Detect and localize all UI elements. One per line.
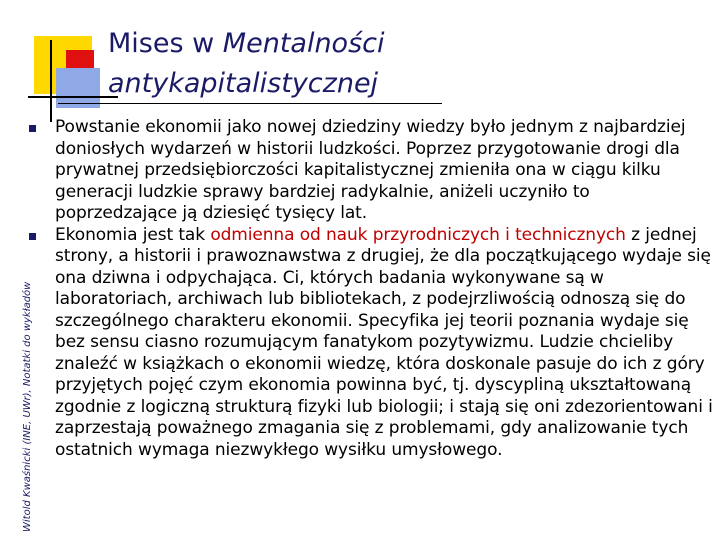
side-note: Witold Kwaśnicki (INE, UWr), Notatki do wykładów: [22, 281, 33, 532]
square-bullet-icon: [29, 125, 36, 132]
decor-blue-square: [56, 68, 100, 108]
highlighted-phrase: odmienna od nauk przyrodniczych i technicznych: [210, 224, 626, 245]
title-italic-line1: Mentalności: [222, 28, 385, 59]
slide-body: [55, 117, 715, 461]
paragraph-2: [55, 225, 715, 462]
decor-vertical-line: [50, 40, 52, 122]
paragraph-1: [55, 117, 715, 225]
slide-title: [108, 24, 385, 104]
title-prefix: Mises w: [108, 28, 223, 59]
paragraph-text: Ekonomia jest tak: [55, 224, 211, 245]
decor-horizontal-line: [28, 96, 118, 98]
title-italic-line2: antykapitalistycznej: [108, 68, 379, 99]
paragraph-text: Powstanie ekonomii jako nowej dziedziny wiedzy było jednym z najbardziej doniosłych wydarzeń w historii ludzkości. Poprzez przygotowanie drogi dla prywatnej przedsiębiorczości kapitalistycznej zmieniła ona w ciągu kilku generacji ludzkie sprawy bardziej radykalnie, aniżeli uczyniło to poprzedzające ją dziesięć tysięcy lat.: [55, 117, 686, 223]
paragraph-text-continued: z jednej strony, a historii i prawoznawstwa z drugiej, że dla początkującego wydaje się ona dziwna i odpychająca. Ci, których badania wykonywane są w laboratoriach, archiwach lub bibliotekach, z podejrzliwością odnoszą się do szczególnego charakteru ekonomii. Specyfika jej teorii poznania wydaje się bez sensu ciasno rozumującym fanatykom pozytywizmu. Ludzie chcieliby znaleźć w książkach o ekonomii wiedzę, która doskonale pasuje do ich z góry przyjętych pojęć czym ekonomia powinna być, tj. dyscypliną ukształtowaną zgodnie z logiczną strukturą fizyki lub biologii; i stają się oni zdezorientowani i zaprzestają poważnego zmagania się z problemami, gdy analizowanie tych ostatnich wymaga niezwykłego wysiłku umysłowego.: [55, 224, 713, 460]
square-bullet-icon: [29, 233, 36, 240]
